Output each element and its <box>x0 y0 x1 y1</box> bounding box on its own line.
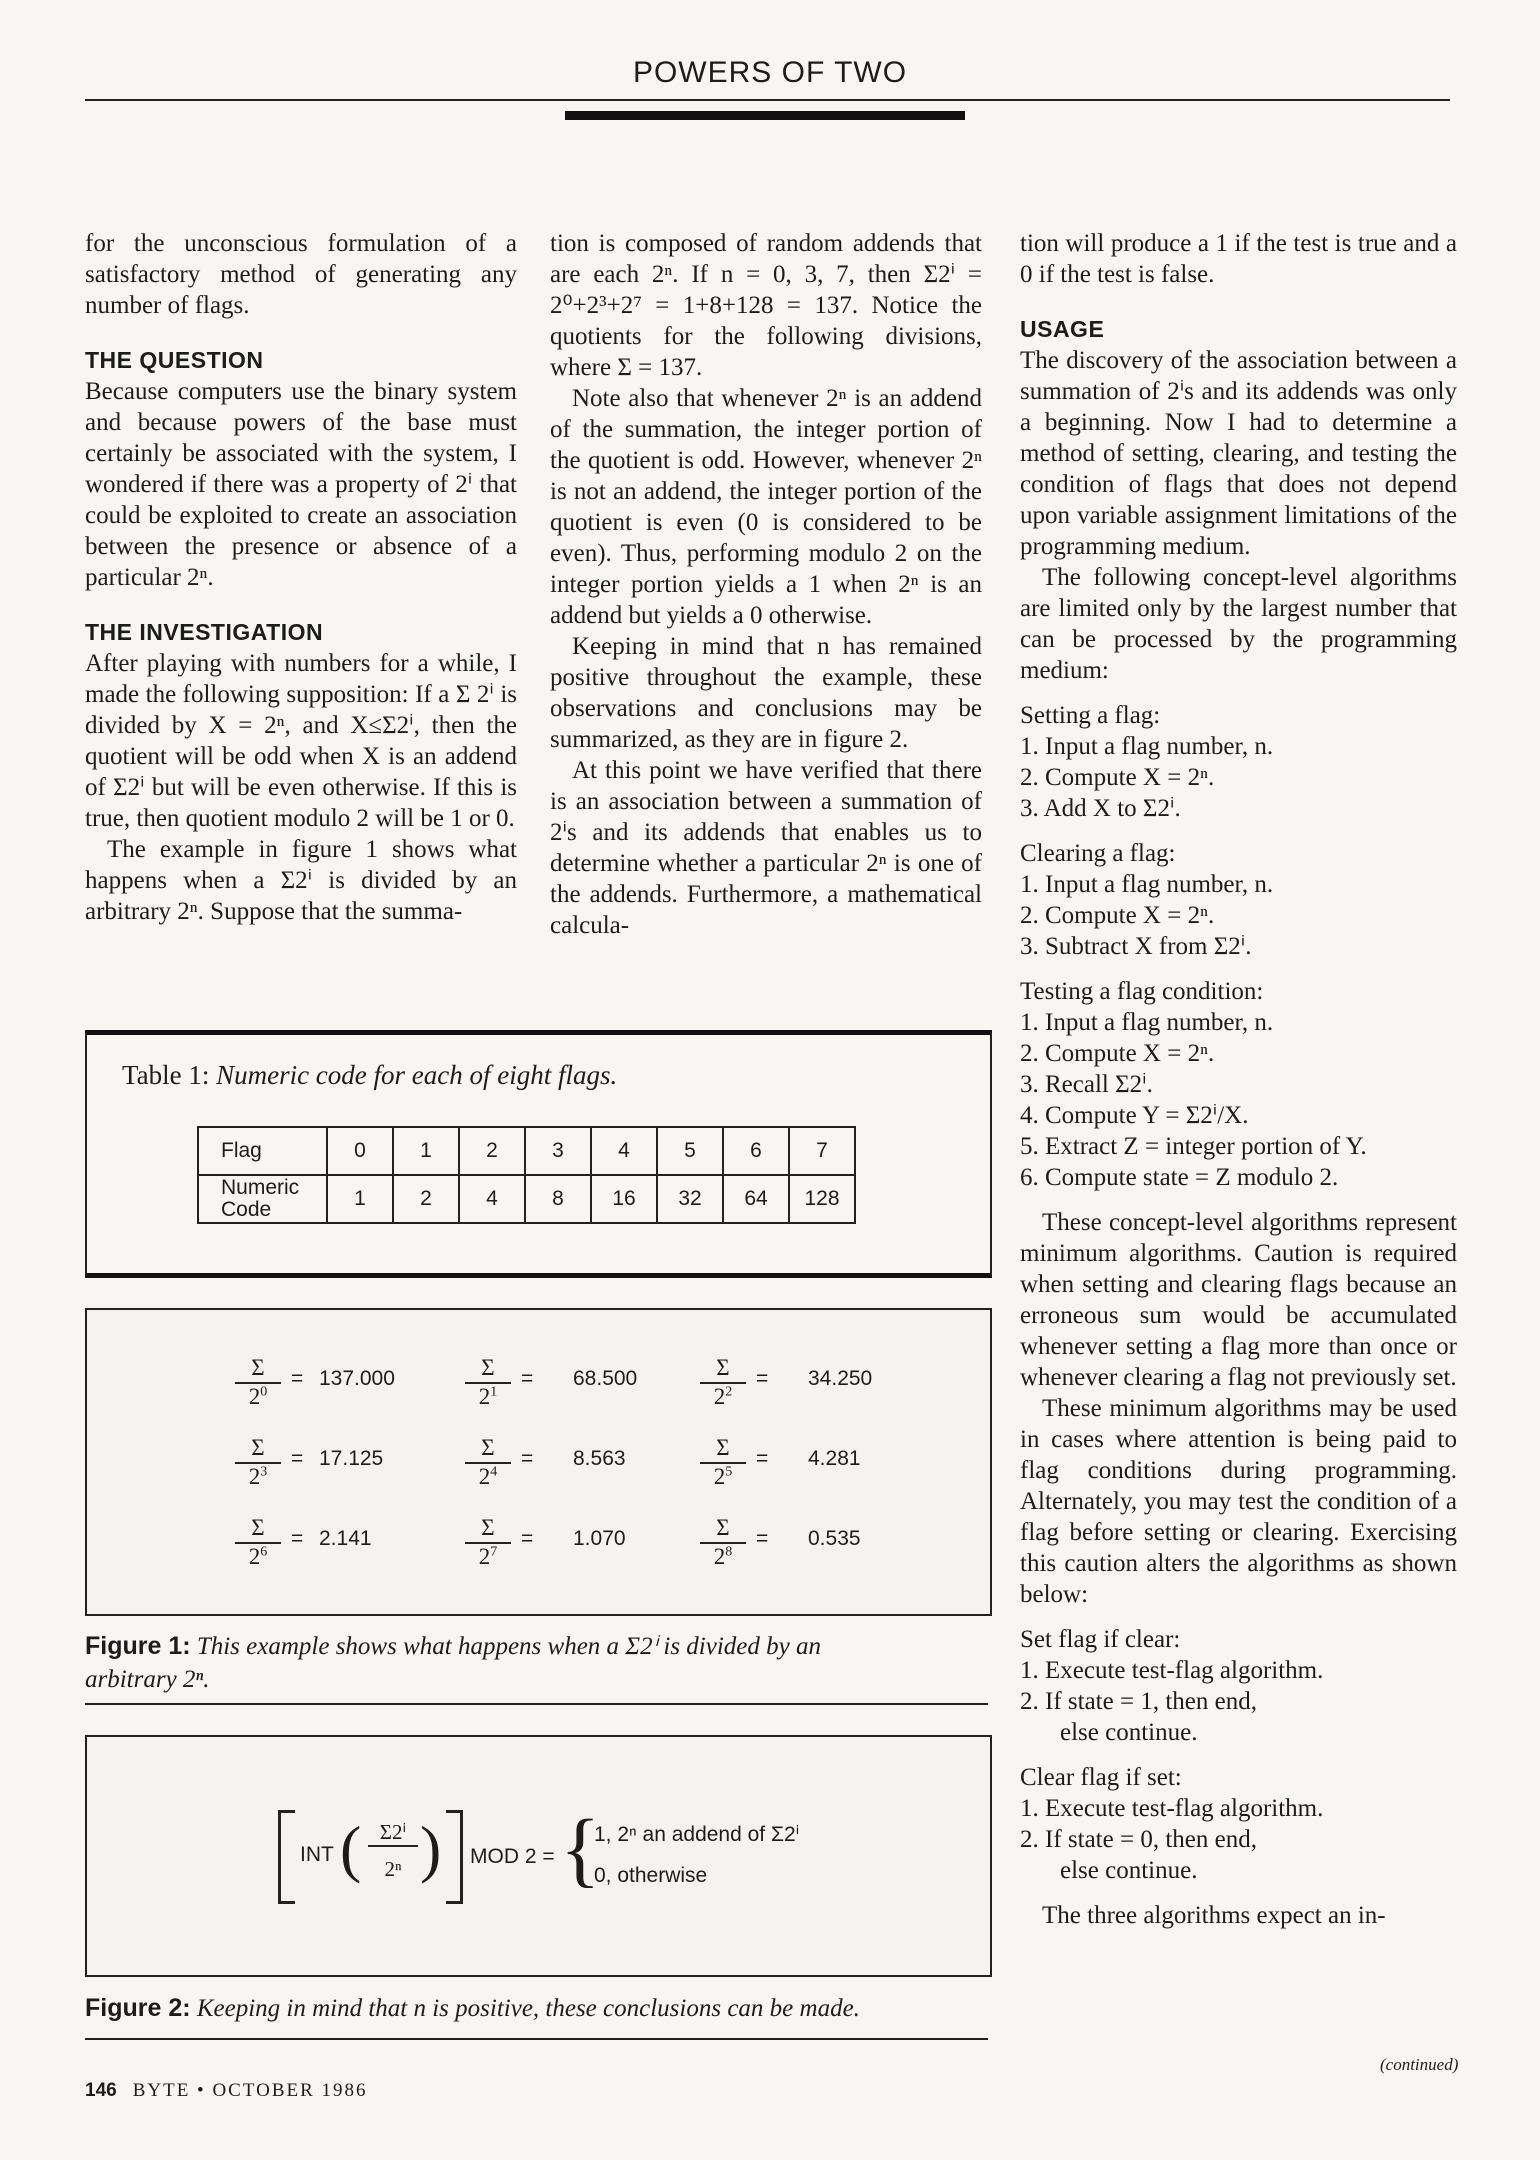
fraction-numerator: Σ <box>700 1435 746 1464</box>
quotient-value: 0.535 <box>808 1527 861 1550</box>
figure-2-caption <box>85 1992 985 2025</box>
figure-2-label: Figure 2: <box>85 1994 191 2022</box>
code-cell: 1 <box>327 1175 393 1223</box>
paragraph: Because computers use the binary system and because powers of the base must certainly be associated with the system, I wondered if there was a property of 2ⁱ that could be exploited to create an association between the presence or absence of a particular 2ⁿ. <box>85 378 517 591</box>
fraction-numerator: Σ <box>465 1435 511 1464</box>
footer-text: BYTE • OCTOBER 1986 <box>132 2080 368 2101</box>
paragraph: tion will produce a 1 if the test is true and a 0 if the test is false. <box>1020 230 1457 288</box>
left-brace: { <box>560 1803 601 1896</box>
equals-sign: = <box>756 1527 769 1550</box>
code-cell: 128 <box>789 1175 855 1223</box>
algorithm-label: Clear flag if set: <box>1020 1764 1182 1791</box>
header-bar <box>565 111 965 120</box>
right-square-bracket <box>446 1810 463 1904</box>
fraction-numerator: Σ <box>235 1515 281 1544</box>
fraction-numerator: Σ <box>700 1515 746 1544</box>
quotient-fraction <box>465 1355 511 1410</box>
algorithm-step: 2. Compute X = 2ⁿ. <box>1020 902 1215 929</box>
header-rule <box>85 99 1450 101</box>
row-header-code: Numeric Code <box>198 1175 327 1223</box>
paragraph: for the unconscious formulation of a satisfactory method of generating any number of flags. <box>85 230 517 319</box>
paragraph: These minimum algorithms may be used in cases where attention is being paid to flag conditions during programming. Alternately, you may test the condition of a flag before setting or clearing. Exercising this caution alters the algorithms as shown below: <box>1020 1395 1457 1608</box>
continued-note: (continued) <box>1380 2055 1459 2074</box>
quotient-value: 2.141 <box>319 1527 372 1550</box>
figure-1-caption-text: This example shows what happens when a Σ2ⁱ is divided by an arbitrary 2ⁿ. <box>85 1633 821 1693</box>
fraction-numerator: Σ <box>235 1355 281 1384</box>
section-heading-investigation: THE INVESTIGATION <box>85 619 324 645</box>
column-2 <box>550 228 982 941</box>
flag-cell: 7 <box>789 1127 855 1175</box>
fraction-denominator: $2^5$ <box>713 1464 733 1489</box>
right-paren: ) <box>420 1813 442 1884</box>
fraction-numerator: Σ <box>465 1355 511 1384</box>
paragraph: These concept-level algorithms represent minimum algorithms. Caution is required when setting and clearing flags because an erroneous sum would be accumulated whenever setting a flag more than once or whenever clearing a flag not previously set. <box>1020 1209 1457 1391</box>
flag-cell: 2 <box>459 1127 525 1175</box>
quotient-fraction <box>235 1355 281 1410</box>
quotient-fraction <box>465 1515 511 1570</box>
equals-sign: = <box>291 1447 304 1470</box>
equals-sign: = <box>521 1447 534 1470</box>
fraction-denominator: 2ⁿ <box>384 1857 402 1881</box>
algorithm-step: 1. Execute test-flag algorithm. <box>1020 1657 1324 1684</box>
algorithm-step: 6. Compute state = Z modulo 2. <box>1020 1164 1339 1191</box>
fraction-denominator: $2^3$ <box>248 1464 268 1489</box>
paragraph: At this point we have verified that there is an association between a summation of 2ⁱs and its addends that enables us to determine whether a particular 2ⁿ is one of the addends. Furthermore, a mathematical calcula- <box>550 757 982 939</box>
flag-cell: 6 <box>723 1127 789 1175</box>
code-cell: 8 <box>525 1175 591 1223</box>
left-square-bracket <box>278 1810 295 1904</box>
algorithm-step: 1. Execute test-flag algorithm. <box>1020 1795 1324 1822</box>
fraction-denominator: $2^6$ <box>248 1544 268 1569</box>
paragraph: The discovery of the association between a summation of 2ⁱs and its addends was only a beginning. Now I had to determine a method of setting, clearing, and testing the condition of flags that does not depend upon variable assignment limitations of the programming medium. <box>1020 347 1457 560</box>
fraction-numerator: Σ2ⁱ <box>368 1820 418 1847</box>
paragraph: After playing with numbers for a while, I made the following supposition: If a Σ 2ⁱ is divided by X = 2ⁿ, and X≤Σ2ⁱ, then the quotient will be odd when X is an addend of Σ2ⁱ but will be even otherwise. If this is true, then quotient modulo 2 will be 1 or 0. <box>85 650 517 832</box>
paragraph: Keeping in mind that n has remained positive throughout the example, these observations and conclusions may be summarized, as they are in figure 2. <box>550 633 982 753</box>
quotient-fraction <box>700 1515 746 1570</box>
section-heading-usage: USAGE <box>1020 316 1105 342</box>
algorithm-step: 3. Add X to Σ2ⁱ. <box>1020 795 1181 822</box>
running-header: POWERS OF TWO <box>632 56 908 89</box>
algorithm-step: 1. Input a flag number, n. <box>1020 733 1274 760</box>
quotient-value: 4.281 <box>808 1447 861 1470</box>
fraction-denominator: $2^0$ <box>248 1384 268 1409</box>
int-label: INT <box>300 1843 334 1866</box>
table-1-label: Table 1: <box>122 1060 210 1090</box>
code-cell: 32 <box>657 1175 723 1223</box>
quotient-fraction <box>700 1355 746 1410</box>
figure-2-caption-text: Keeping in mind that n is positive, these conclusions can be made. <box>196 1995 860 2022</box>
equals-sign: = <box>756 1447 769 1470</box>
flag-code-table <box>197 1126 856 1224</box>
table-1-caption-text: Numeric code for each of eight flags. <box>216 1060 618 1090</box>
paragraph: Note also that whenever 2ⁿ is an addend of the summation, the integer portion of the quotient is odd. However, whenever 2ⁿ is not an addend, the integer portion of the quotient is even (0 is considered to be even). Thus, performing modulo 2 on the integer portion yields a 1 when 2ⁿ is an addend but yields a 0 otherwise. <box>550 385 982 629</box>
algorithm-step: 2. Compute X = 2ⁿ. <box>1020 1040 1215 1067</box>
figure-1-caption <box>85 1630 865 1696</box>
algorithm-step: 3. Subtract X from Σ2ⁱ. <box>1020 933 1252 960</box>
left-paren: ( <box>340 1813 362 1884</box>
flag-cell: 4 <box>591 1127 657 1175</box>
algorithm-step: 2. Compute X = 2ⁿ. <box>1020 764 1215 791</box>
algorithm-step: else continue. <box>1060 1857 1198 1884</box>
algorithm-step: 5. Extract Z = integer portion of Y. <box>1020 1133 1367 1160</box>
fraction-numerator: Σ <box>235 1435 281 1464</box>
quotient-fraction <box>235 1435 281 1490</box>
quotient-value: 68.500 <box>573 1367 638 1390</box>
code-cell: 4 <box>459 1175 525 1223</box>
fraction-denominator: $2^1$ <box>478 1384 498 1409</box>
fraction-denominator: $2^4$ <box>478 1464 498 1489</box>
algorithm-label: Set flag if clear: <box>1020 1626 1181 1653</box>
algorithm-step: 2. If state = 0, then end, <box>1020 1826 1257 1853</box>
table-row <box>198 1175 855 1223</box>
paragraph: The following concept-level algorithms are limited only by the largest number that can be processed by the programming medium: <box>1020 564 1457 684</box>
table-row <box>198 1127 855 1175</box>
algorithm-label: Testing a flag condition: <box>1020 978 1264 1005</box>
code-cell: 64 <box>723 1175 789 1223</box>
paragraph: The three algorithms expect an in- <box>1042 1902 1386 1929</box>
quotient-value: 1.070 <box>573 1527 626 1550</box>
equals-sign: = <box>521 1527 534 1550</box>
algorithm-step: 1. Input a flag number, n. <box>1020 871 1274 898</box>
quotient-value: 34.250 <box>808 1367 873 1390</box>
fraction-denominator: $2^8$ <box>713 1544 733 1569</box>
caption-rule <box>85 2038 988 2040</box>
flag-cell: 1 <box>393 1127 459 1175</box>
algorithm-step: 4. Compute Y = Σ2ⁱ/X. <box>1020 1102 1249 1129</box>
equals-sign: = <box>291 1367 304 1390</box>
column-3 <box>1020 228 1457 1931</box>
column-1 <box>85 228 517 927</box>
quotient-value: 137.000 <box>319 1367 395 1390</box>
paragraph: The example in figure 1 shows what happens when a Σ2ⁱ is divided by an arbitrary 2ⁿ. Suppose that the summa- <box>85 836 517 925</box>
code-cell: 2 <box>393 1175 459 1223</box>
quotient-value: 17.125 <box>319 1447 384 1470</box>
algorithm-step: 1. Input a flag number, n. <box>1020 1009 1274 1036</box>
algorithm-step: else continue. <box>1060 1719 1198 1746</box>
mod-expression: MOD 2 = <box>470 1845 555 1868</box>
paragraph: tion is composed of random addends that are each 2ⁿ. If n = 0, 3, 7, then Σ2ⁱ = 2⁰+2³+2⁷ = 1+8+128 = 137. Notice the quotients for the following divisions, where Σ = 137. <box>550 230 982 381</box>
section-heading-question: THE QUESTION <box>85 347 264 373</box>
flag-cell: 3 <box>525 1127 591 1175</box>
flag-cell: 5 <box>657 1127 723 1175</box>
fraction-denominator: $2^2$ <box>713 1384 733 1409</box>
quotient-fraction <box>235 1515 281 1570</box>
code-cell: 16 <box>591 1175 657 1223</box>
algorithm-label: Setting a flag: <box>1020 702 1161 729</box>
table-1-caption <box>122 1060 617 1091</box>
quotient-fraction <box>465 1435 511 1490</box>
equals-sign: = <box>756 1367 769 1390</box>
equals-sign: = <box>521 1367 534 1390</box>
case-addend: 1, 2ⁿ an addend of Σ2ⁱ <box>594 1823 800 1846</box>
caption-rule <box>85 1703 988 1705</box>
quotient-fraction <box>700 1435 746 1490</box>
fraction-numerator: Σ <box>465 1515 511 1544</box>
algorithm-step: 2. If state = 1, then end, <box>1020 1688 1257 1715</box>
figure-1-label: Figure 1: <box>85 1632 191 1660</box>
flag-cell: 0 <box>327 1127 393 1175</box>
case-otherwise: 0, otherwise <box>594 1864 708 1887</box>
fraction-denominator: $2^7$ <box>478 1544 498 1569</box>
row-header-flag: Flag <box>198 1127 327 1175</box>
algorithm-label: Clearing a flag: <box>1020 840 1176 867</box>
quotient-value: 8.563 <box>573 1447 626 1470</box>
algorithm-step: 3. Recall Σ2ⁱ. <box>1020 1071 1153 1098</box>
page-number: 146 <box>85 2080 117 2101</box>
page-footer <box>85 2080 368 2102</box>
fraction-numerator: Σ <box>700 1355 746 1384</box>
equals-sign: = <box>291 1527 304 1550</box>
